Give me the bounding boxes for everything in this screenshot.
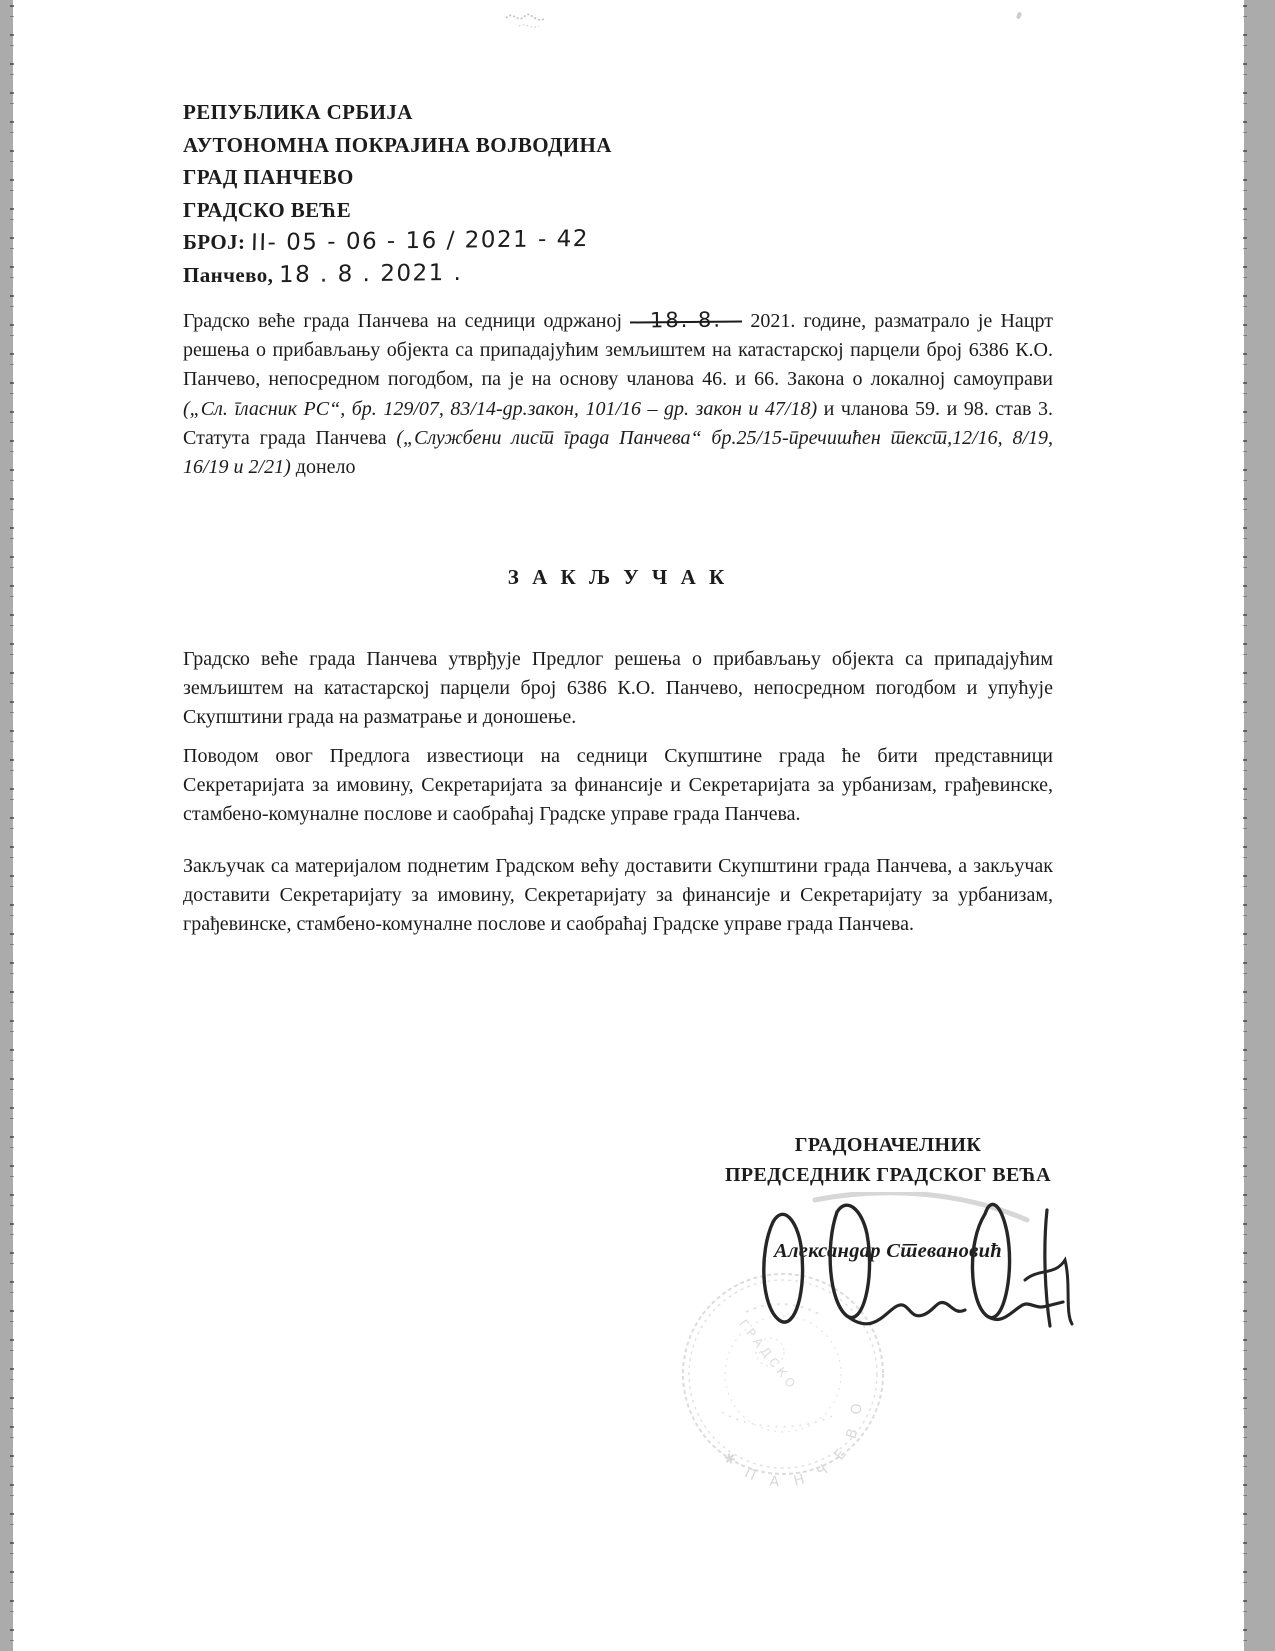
signer-role-line-2: ПРЕДСЕДНИК ГРАДСКОГ ВЕЋА	[724, 1164, 1052, 1186]
letterhead-council: ГРАДСКО ВЕЋЕ	[183, 197, 352, 222]
document-number-handwritten: II- 05 - 06 - 16 / 2021 - 42	[250, 225, 590, 257]
stamp-inner-text: ГРАДСКО	[736, 1316, 801, 1394]
body-paragraph-2: Поводом овог Предлога известиоци на седници Скупштине града ће бити представници Секретаријата за имовину, Секретаријата за финансије и Секретаријата за урбанизам, грађевинске, стамбено-комуналне послове и саобраћај Градске управе града Панчева.	[183, 745, 1053, 826]
svg-text:✱ П А Н Ч Е В О	[719, 1397, 865, 1491]
place-label: Панчево,	[183, 262, 274, 287]
handwritten-signature	[695, 1192, 1075, 1350]
intro-paragraph	[183, 307, 1053, 482]
intro-lead: Градско веће града Панчева на седници одржаној	[183, 310, 631, 332]
document-number-line	[183, 226, 612, 259]
scan-edge-band-right	[1244, 0, 1275, 1651]
intro-rest2: и чланова 59. и 98. став 3. Статута града Панчева	[183, 397, 1053, 449]
letterhead	[183, 96, 612, 291]
intro-rest1: 2021. године, разматрало је Нацрт решења о прибављању објекта са припадајућим земљиштем на катастарској парцели број 6386 К.О. Панчево, непосредном погодбом, па је на основу чланова 46. и 66. Закона о локалној самоуправи	[183, 310, 1053, 391]
scan-speckle-right	[1243, 0, 1247, 1651]
intro-gazette-ref-1: („Сл. гласник РС“, бр. 129/07, 83/14-др.закон, 101/16 – др. закон и 47/18)	[183, 397, 818, 420]
scan-edge-band-left	[0, 0, 13, 1651]
session-date-fill-in: 18. 8.	[630, 320, 742, 324]
letterhead-city: ГРАД ПАНЧЕВО	[183, 165, 354, 189]
body-paragraph-3: Закључак са материјалом поднетим Градском већу доставити Скупштини града Панчева, а закључак доставити Секретаријату за имовину, Секретаријату за финансије и Секретаријату за урбанизам, грађевинске, стамбено-комуналне послове и саобраћај Градске управе града Панчева.	[183, 855, 1053, 936]
document-title: З А К Љ У Ч А К	[507, 565, 729, 589]
date-handwritten: 18 . 8 . 2021 .	[278, 259, 463, 288]
letterhead-province: АУТОНОМНА ПОКРАЈИНА ВОЈВОДИНА	[183, 132, 612, 157]
letterhead-republic: РЕПУБЛИКА СРБИЈА	[183, 100, 413, 124]
body-paragraph-1: Градско веће града Панчева утврђује Предлог решења о прибављању објекта са припадајућим земљиштем на катастарској парцели број 6386 К.О. Панчево, непосредном погодбом и упућује Скупштини града на разматрање и доношење.	[183, 648, 1053, 729]
signer-role-line-1: ГРАДОНАЧЕЛНИК	[794, 1134, 982, 1156]
scan-smudge	[503, 6, 559, 36]
intro-gazette-ref-2: („Службени лист града Панчева“ бр.25/15-пречишћен текст,12/16, 8/19, 16/19 и 2/21)	[183, 426, 1054, 479]
scan-speckle-left	[10, 0, 14, 1651]
scan-dot-noise	[1016, 12, 1022, 20]
signer-name: Александар Стевановић	[774, 1240, 1002, 1262]
place-date-line	[183, 259, 612, 292]
intro-rest3: донело	[290, 456, 356, 479]
stamp-bottom-text: ✱ П А Н Ч Е В О	[719, 1397, 866, 1491]
document-number-label: БРОЈ:	[183, 230, 246, 254]
